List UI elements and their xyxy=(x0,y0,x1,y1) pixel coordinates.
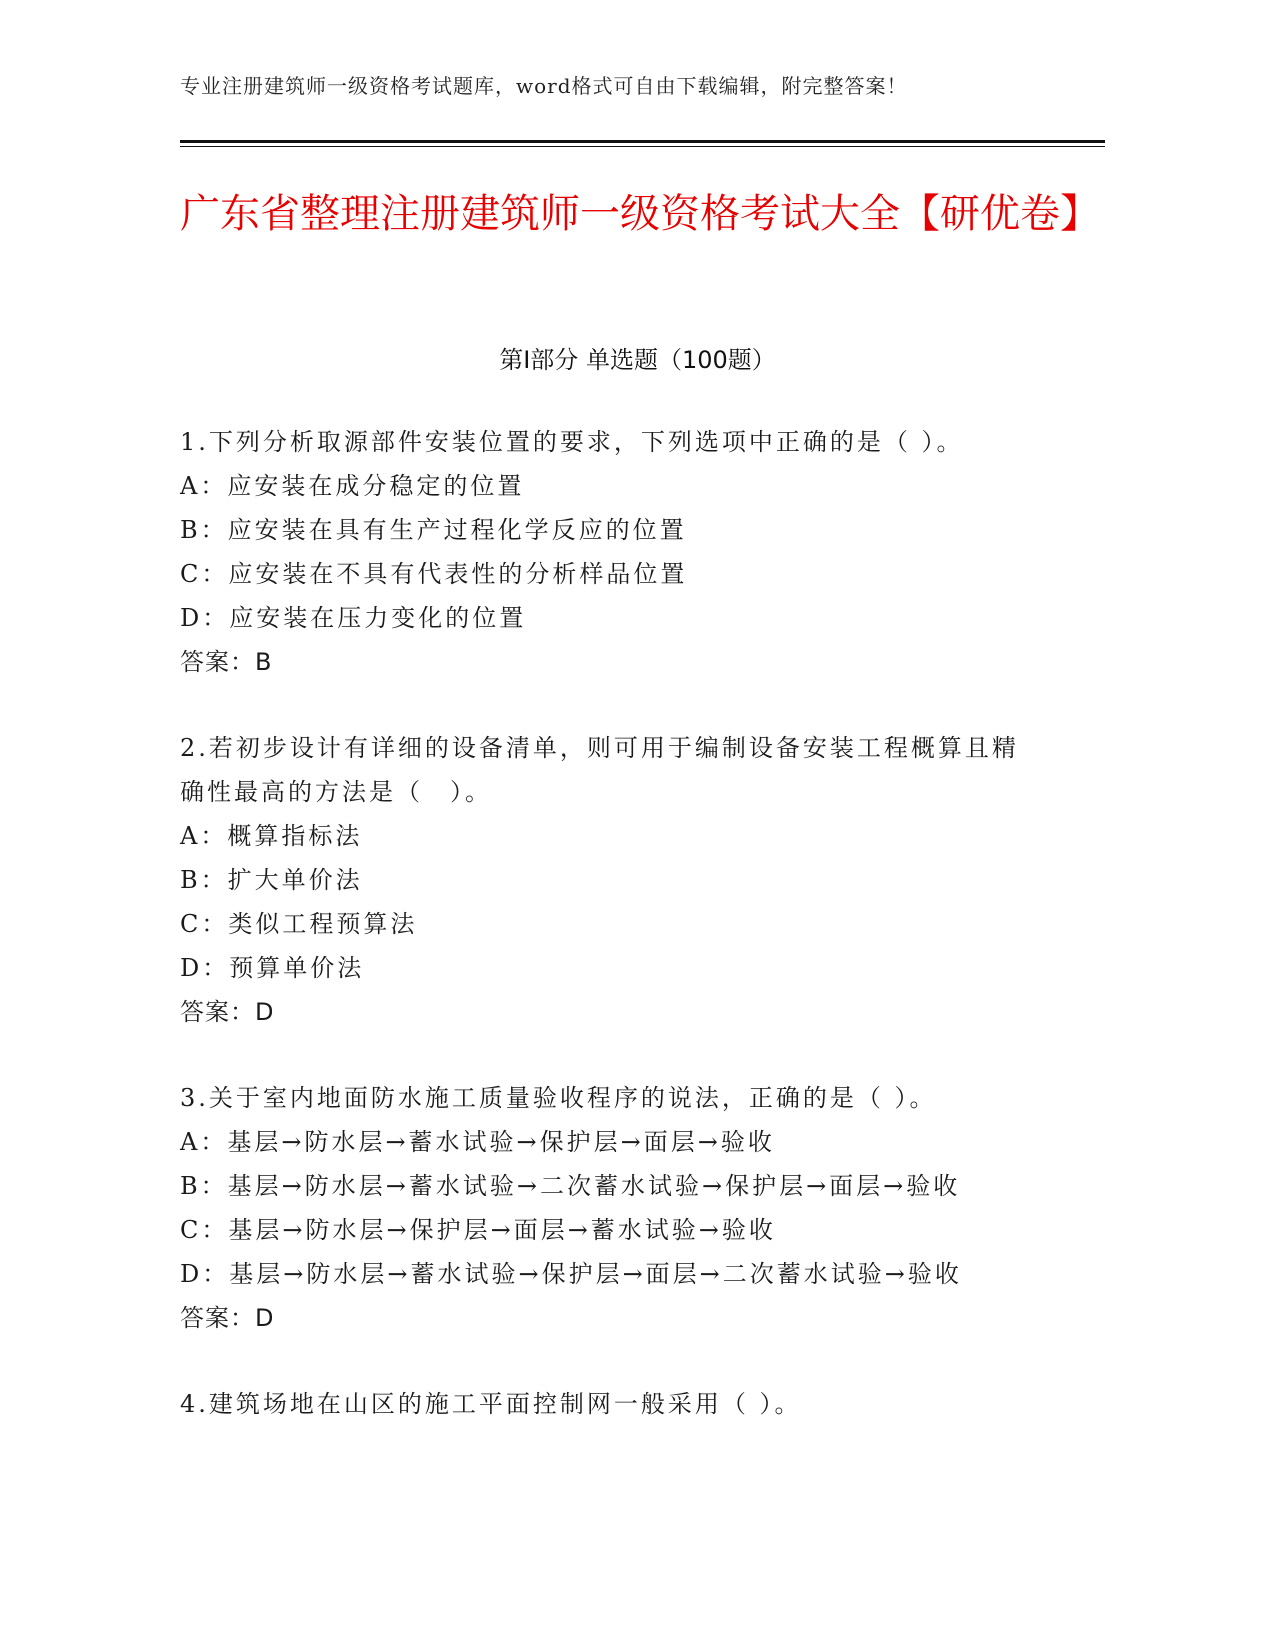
option-a: A：概算指标法 xyxy=(180,822,363,850)
question-2 xyxy=(180,726,1020,1034)
option-a: A：基层→防水层→蓄水试验→保护层→面层→验收 xyxy=(180,1128,775,1156)
answer: 答案：B xyxy=(180,648,273,676)
document-title: 广东省整理注册建筑师一级资格考试大全【研优卷】 xyxy=(180,191,1100,237)
header-note: 专业注册建筑师一级资格考试题库，word格式可自由下载编辑，附完整答案！ xyxy=(180,74,908,98)
question-stem: 2.若初步设计有详细的设备清单，则可用于编制设备安装工程概算且精确性最高的方法是（ ）。 xyxy=(180,734,1019,806)
answer: 答案：D xyxy=(180,998,275,1026)
option-a: A：应安装在成分稳定的位置 xyxy=(180,472,525,500)
option-b: B：应安装在具有生产过程化学反应的位置 xyxy=(180,516,687,544)
section-heading: 第Ⅰ部分 单选题（100题） xyxy=(499,346,776,374)
answer: 答案：D xyxy=(180,1304,275,1332)
option-b: B：扩大单价法 xyxy=(180,866,363,894)
option-c: C：应安装在不具有代表性的分析样品位置 xyxy=(180,560,688,588)
question-list xyxy=(180,420,1020,1468)
question-1 xyxy=(180,420,1020,684)
option-d: D：应安装在压力变化的位置 xyxy=(180,604,527,632)
question-stem: 1.下列分析取源部件安装位置的要求，下列选项中正确的是（ ）。 xyxy=(180,428,964,456)
question-stem: 3.关于室内地面防水施工质量验收程序的说法，正确的是（ ）。 xyxy=(180,1084,937,1112)
option-b: B：基层→防水层→蓄水试验→二次蓄水试验→保护层→面层→验收 xyxy=(180,1172,961,1200)
question-stem: 4.建筑场地在山区的施工平面控制网一般采用（ ）。 xyxy=(180,1390,802,1418)
header-rule-thick xyxy=(180,140,1105,143)
option-d: D：预算单价法 xyxy=(180,954,365,982)
question-3 xyxy=(180,1076,1020,1340)
header-rule-thin xyxy=(180,146,1105,147)
option-d: D：基层→防水层→蓄水试验→保护层→面层→二次蓄水试验→验收 xyxy=(180,1260,962,1288)
option-c: C：基层→防水层→保护层→面层→蓄水试验→验收 xyxy=(180,1216,776,1244)
option-c: C：类似工程预算法 xyxy=(180,910,418,938)
question-4 xyxy=(180,1382,1020,1426)
